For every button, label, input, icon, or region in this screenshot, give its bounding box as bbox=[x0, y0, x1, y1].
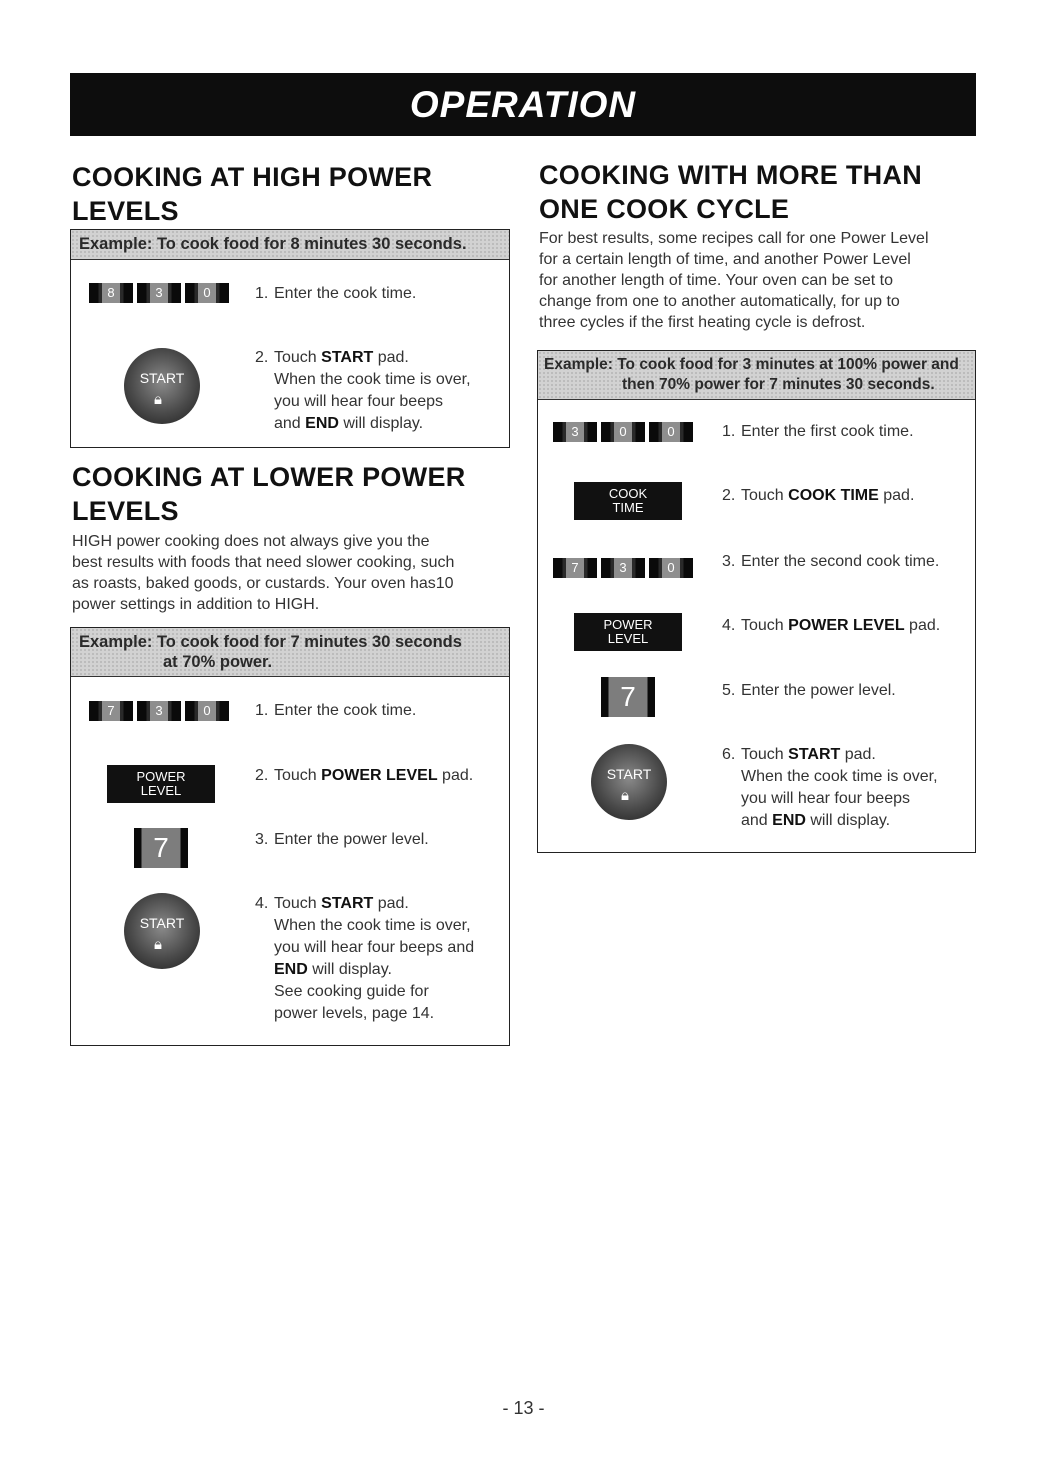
text-run: will display. bbox=[805, 812, 891, 829]
intro-line: For best results, some recipes call for one Power Level bbox=[539, 230, 929, 247]
bold-run: END bbox=[274, 961, 308, 978]
example-header-line: then 70% power for 7 minutes 30 seconds. bbox=[622, 376, 935, 393]
step bbox=[255, 893, 505, 1025]
intro-line: change from one to another automatically, for up to bbox=[539, 293, 900, 310]
pad-label: COOK bbox=[608, 486, 648, 501]
intro-line: HIGH power cooking does not always give you the bbox=[72, 533, 430, 550]
text-run: pad. bbox=[904, 617, 941, 634]
lock-icon: 🔒︎ bbox=[154, 936, 162, 953]
step-text bbox=[741, 485, 972, 507]
step-number: 1. bbox=[255, 702, 269, 719]
text-run: will display. bbox=[338, 415, 424, 432]
bold-run: START bbox=[321, 895, 374, 912]
example-header bbox=[71, 628, 509, 677]
step bbox=[722, 421, 972, 443]
start-label: START bbox=[139, 370, 185, 386]
step-number: 4. bbox=[722, 617, 736, 634]
number-key[interactable]: 8 bbox=[89, 283, 133, 303]
text-run: See cooking guide for bbox=[274, 983, 429, 1000]
intro-line: best results with foods that need slower cooking, such bbox=[72, 554, 455, 571]
lock-icon: 🔒︎ bbox=[154, 391, 162, 408]
pad-label: TIME bbox=[612, 500, 644, 515]
step-text bbox=[274, 765, 505, 787]
multi-cycle-title-line2: ONE COOK CYCLE bbox=[539, 194, 790, 224]
text-run: Touch bbox=[741, 746, 789, 763]
pad-label: POWER bbox=[603, 617, 653, 632]
step-text: Enter the power level. bbox=[274, 831, 429, 848]
text-run: and bbox=[741, 812, 773, 829]
high-power-title bbox=[72, 160, 432, 228]
step-number: 3. bbox=[722, 553, 736, 570]
step-number: 2. bbox=[255, 349, 269, 366]
step bbox=[722, 680, 972, 702]
example-header-line: Example: To cook food for 7 minutes 30 seconds bbox=[79, 633, 462, 651]
text-run: When the cook time is over, bbox=[274, 371, 471, 388]
text-run: pad. bbox=[878, 487, 915, 504]
pad-label: LEVEL bbox=[607, 631, 649, 646]
step-number: 2. bbox=[722, 487, 736, 504]
text-run: power levels, page 14. bbox=[274, 1005, 435, 1022]
power-level-button[interactable] bbox=[107, 765, 215, 803]
text-run: Touch bbox=[741, 617, 789, 634]
start-button[interactable] bbox=[591, 744, 667, 820]
start-button[interactable] bbox=[124, 893, 200, 969]
intro-line: for another length of time. Your oven can be set to bbox=[539, 272, 894, 289]
page-number: - 13 - bbox=[502, 1398, 545, 1418]
high-power-example-box bbox=[70, 229, 510, 448]
keypad-row bbox=[89, 701, 229, 721]
intro-line: as roasts, baked goods, or custards. Your oven has10 bbox=[72, 575, 454, 592]
step-text bbox=[741, 615, 972, 637]
number-key[interactable]: 0 bbox=[185, 701, 229, 721]
example-header bbox=[538, 351, 975, 400]
number-key[interactable]: 0 bbox=[601, 422, 645, 442]
bold-run: END bbox=[772, 812, 806, 829]
step bbox=[722, 551, 972, 573]
step bbox=[722, 485, 972, 507]
lower-power-title-line1: COOKING AT LOWER POWER bbox=[72, 462, 466, 492]
text-run: will display. bbox=[307, 961, 392, 978]
step-text: Enter the power level. bbox=[741, 682, 896, 699]
start-label: START bbox=[606, 766, 652, 782]
text-run: When the cook time is over, bbox=[741, 768, 938, 785]
bold-run: POWER LEVEL bbox=[788, 617, 905, 634]
text-run: pad. bbox=[373, 895, 409, 912]
power-level-button[interactable] bbox=[574, 613, 682, 651]
intro-line: for a certain length of time, and another Power Level bbox=[539, 251, 911, 268]
number-key-7[interactable]: 7 bbox=[134, 828, 188, 868]
intro-line: three cycles if the first heating cycle is defrost. bbox=[539, 314, 866, 331]
step-text: Enter the cook time. bbox=[274, 702, 417, 719]
lower-power-title bbox=[72, 460, 466, 528]
high-power-title-line1: COOKING AT HIGH POWER bbox=[72, 162, 433, 192]
multi-cycle-example-box bbox=[537, 350, 976, 853]
start-button[interactable] bbox=[124, 348, 200, 424]
text-run: Touch bbox=[274, 767, 322, 784]
number-key-7[interactable]: 7 bbox=[601, 677, 655, 717]
step-text bbox=[274, 347, 505, 435]
step-text: Enter the second cook time. bbox=[741, 553, 940, 570]
step-number: 3. bbox=[255, 831, 269, 848]
example-header-line: Example: To cook food for 8 minutes 30 seconds. bbox=[79, 235, 467, 253]
banner-title: OPERATION bbox=[409, 83, 637, 125]
step-number: 4. bbox=[255, 895, 269, 912]
number-key[interactable]: 3 bbox=[137, 283, 181, 303]
start-label: START bbox=[139, 915, 185, 931]
intro-line: power settings in addition to HIGH. bbox=[72, 596, 320, 613]
cook-time-button[interactable] bbox=[574, 482, 682, 520]
step bbox=[722, 615, 972, 637]
lock-icon: 🔒︎ bbox=[621, 787, 629, 804]
number-key[interactable]: 3 bbox=[553, 422, 597, 442]
step-text bbox=[741, 744, 972, 832]
number-key[interactable]: 7 bbox=[89, 701, 133, 721]
keypad-row bbox=[89, 283, 229, 303]
text-run: Touch bbox=[274, 349, 322, 366]
step bbox=[255, 700, 505, 722]
text-run: pad. bbox=[437, 767, 474, 784]
step-text: Enter the first cook time. bbox=[741, 423, 914, 440]
text-run: pad. bbox=[373, 349, 409, 366]
lower-power-intro bbox=[72, 531, 512, 615]
multi-cycle-title-line1: COOKING WITH MORE THAN bbox=[539, 160, 923, 190]
high-power-title-line2: LEVELS bbox=[72, 196, 179, 226]
step bbox=[255, 347, 505, 435]
keypad-row bbox=[553, 558, 693, 578]
text-run: you will hear four beeps bbox=[274, 393, 443, 410]
example-header bbox=[71, 230, 509, 260]
pad-label: POWER bbox=[136, 769, 186, 784]
text-run: and bbox=[274, 415, 306, 432]
multi-cycle-intro bbox=[539, 228, 979, 333]
pad-label: LEVEL bbox=[140, 783, 182, 798]
example-header-line: Example: To cook food for 3 minutes at 100% power and bbox=[544, 356, 959, 373]
number-key[interactable]: 0 bbox=[649, 422, 693, 442]
text-run: you will hear four beeps bbox=[741, 790, 910, 807]
operation-banner bbox=[70, 73, 976, 136]
step-text: Enter the cook time. bbox=[274, 285, 417, 302]
text-run: you will hear four beeps and bbox=[274, 939, 475, 956]
bold-run: START bbox=[788, 746, 841, 763]
lower-power-title-line2: LEVELS bbox=[72, 496, 179, 526]
bold-run: POWER LEVEL bbox=[321, 767, 438, 784]
multi-cycle-title bbox=[539, 158, 922, 226]
number-key[interactable]: 7 bbox=[553, 558, 597, 578]
text-run: pad. bbox=[840, 746, 876, 763]
step-number: 6. bbox=[722, 746, 736, 763]
step-number: 5. bbox=[722, 682, 736, 699]
keypad-row bbox=[553, 422, 693, 442]
example-header-line: at 70% power. bbox=[163, 653, 273, 671]
text-run: Touch bbox=[274, 895, 322, 912]
step bbox=[255, 829, 505, 851]
number-key[interactable]: 0 bbox=[185, 283, 229, 303]
bold-run: COOK TIME bbox=[788, 487, 879, 504]
text-run: Touch bbox=[741, 487, 789, 504]
number-key[interactable]: 3 bbox=[137, 701, 181, 721]
bold-run: END bbox=[305, 415, 339, 432]
bold-run: START bbox=[321, 349, 374, 366]
step bbox=[255, 765, 505, 787]
step-text bbox=[274, 893, 505, 1025]
number-key[interactable]: 0 bbox=[649, 558, 693, 578]
lower-power-example-box bbox=[70, 627, 510, 1046]
step bbox=[255, 283, 505, 305]
step-number: 1. bbox=[255, 285, 269, 302]
text-run: When the cook time is over, bbox=[274, 917, 471, 934]
step-number: 1. bbox=[722, 423, 736, 440]
step-number: 2. bbox=[255, 767, 269, 784]
number-key[interactable]: 3 bbox=[601, 558, 645, 578]
step bbox=[722, 744, 972, 832]
